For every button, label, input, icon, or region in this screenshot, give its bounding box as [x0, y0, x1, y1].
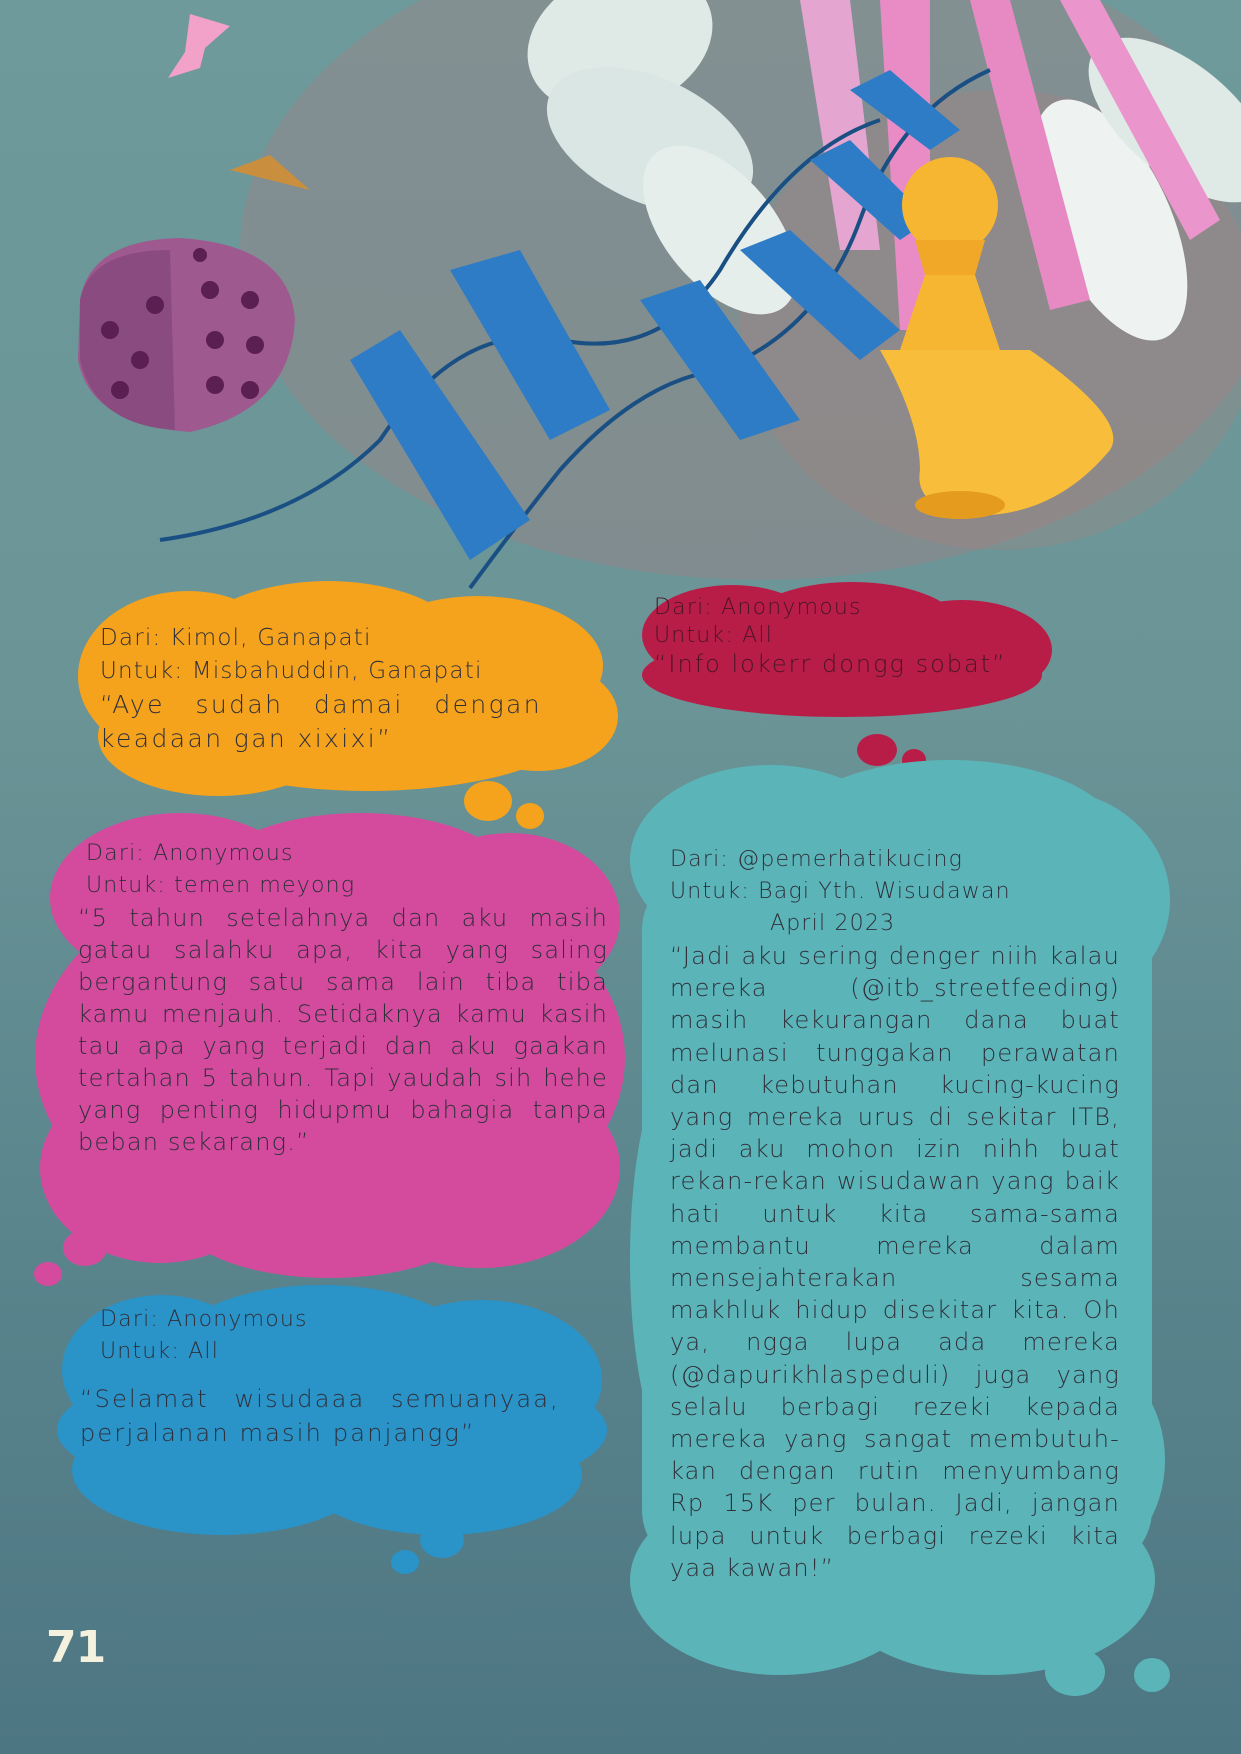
message-text: “5 tahun setelahnya dan aku masih gatau salahku apa, kita yang saling bergantung satu sama lain tiba tiba kamu menjauh. Setidaknya kamu kasih tau apa yang terjadi dan aku gaakan tertahan 5 tahun. Tapi yaudah sih hehe yang penting hidupmu bahagia tanpa beban sekarang.” — [78, 904, 608, 1156]
recipient-label: Untuk: All — [654, 623, 774, 648]
message-bubble-anonymous-all-red — [642, 580, 1062, 780]
message-text: “Info lokerr dongg sobat” — [654, 650, 1007, 678]
paper-scrap-icon — [168, 14, 230, 78]
sender-label: Dari: Anonymous — [654, 595, 862, 620]
illustration — [0, 0, 1241, 590]
recipient-label: Untuk: All — [100, 1339, 220, 1364]
message-text: “Jadi aku sering denger niih kalau mereka (@itb_streetfeeding) masih kekurangan dana buat melunasi tunggakan perawatan dan kebutuhan kucing-kucing yang mereka urus di sekitar ITB, jadi aku mohon izin nihh buat rekan-rekan wisudawan yang baik hati untuk kita sama-sama membantu mereka dalam mensejahterakan sesama makhluk hidup disekitar kita. Oh ya, ngga lupa ada mereka (@dapurikhlaspeduli) juga yang selalu berbagi rezeki kepada mereka yang sangat membutuh-kan dengan rutin menyumbang Rp 15K per bulan. Jadi, jangan lupa untuk berbagi rezeki kita yaa kawan!” — [670, 942, 1120, 1582]
message-bubble-anonymous-meyong — [30, 808, 630, 1298]
recipient-label: Untuk: Bagi Yth. Wisudawan — [670, 879, 1011, 904]
sender-label: Dari: @pemerhatikucing — [670, 847, 964, 872]
page-number: 71 — [46, 1622, 106, 1673]
sender-label: Dari: Anonymous — [100, 1307, 308, 1332]
sender-label: Dari: Anonymous — [86, 841, 294, 866]
recipient-label-date: April 2023 — [770, 911, 896, 936]
dice-icon — [78, 238, 295, 432]
message-bubble-kimol — [68, 576, 628, 836]
message-bubble-anonymous-all-blue — [52, 1280, 612, 1570]
message-text: “Aye sudah damai dengan keadaan gan xixixi” — [100, 690, 542, 753]
sender-label: Dari: Kimol, Ganapati — [100, 625, 372, 651]
recipient-label: Untuk: temen meyong — [86, 873, 356, 898]
recipient-label: Untuk: Misbahuddin, Ganapati — [100, 658, 483, 684]
message-text: “Selamat wisudaaa semuanyaa, perjalanan masih panjangg” — [80, 1385, 560, 1447]
message-bubble-pemerhatikucing — [630, 760, 1170, 1700]
